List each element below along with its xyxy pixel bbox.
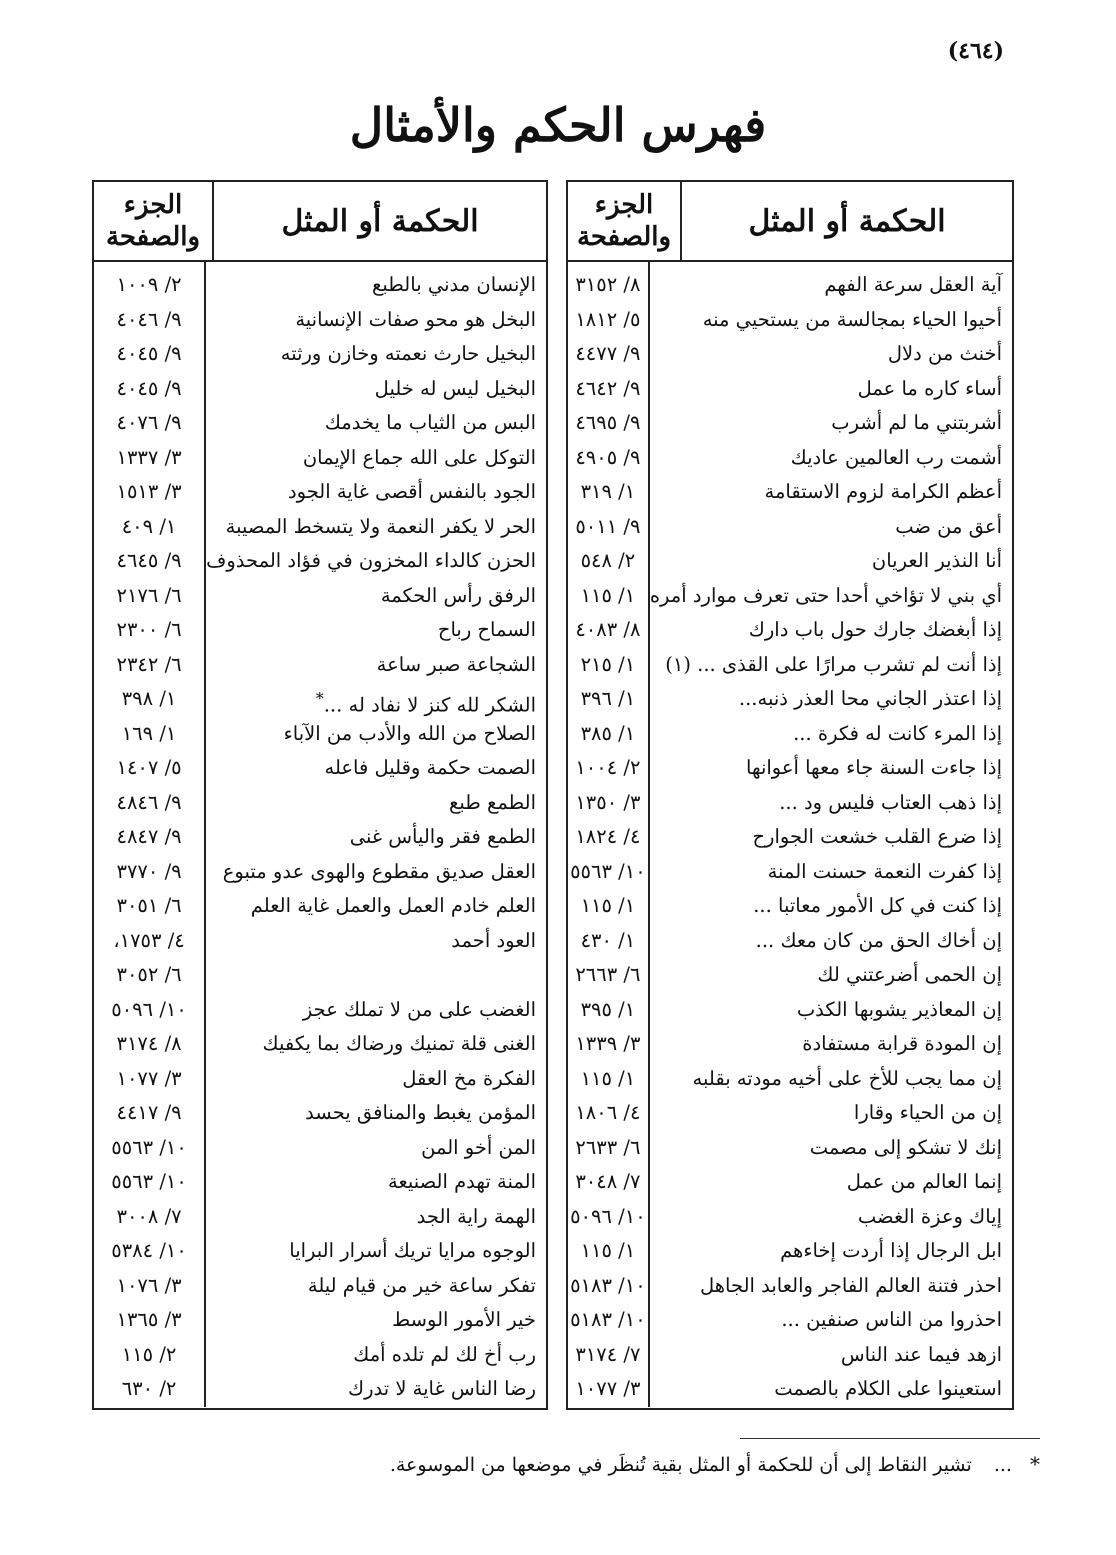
- proverb-entry: [650, 441, 1012, 476]
- proverb-entry: [650, 889, 1012, 924]
- volume-page-reference: ١/ ١٦٩: [121, 721, 177, 745]
- volume-page-reference: ٩/ ٤٨٤٧: [116, 825, 182, 848]
- volume-page-reference: ٦/ ٣٠٥٢: [116, 963, 182, 986]
- volume-page-reference: ١/ ١١٥: [580, 1066, 636, 1090]
- proverb-entry: [650, 1234, 1012, 1269]
- proverb-entry: [206, 1131, 546, 1166]
- proverb-entry: [206, 1062, 546, 1097]
- proverb-text: رضا الناس غاية لا تدرك: [348, 1377, 536, 1400]
- proverb-text: إن مما يجب للأخ على أخيه مودته بقلبه: [692, 1066, 1002, 1090]
- proverb-entry: [206, 993, 546, 1028]
- proverb-text: التوكل على الله جماع الإيمان: [302, 445, 536, 469]
- volume-page-reference: ٣/ ١٣٥٠: [575, 790, 641, 814]
- volume-page-reference: ٩/ ٤٠٤٥: [116, 342, 182, 365]
- proverb-entry: [206, 958, 546, 993]
- volume-page-reference: ٢/ ١١٥: [121, 1342, 177, 1366]
- proverb-entry: [206, 717, 546, 752]
- proverb-entry: [206, 441, 546, 476]
- proverb-entry: [206, 786, 546, 821]
- volume-page-reference: ١/ ٣٩٥: [580, 997, 636, 1021]
- volume-page-reference: ٨/ ٤٠٨٣: [575, 618, 641, 641]
- proverb-entry: [206, 337, 546, 372]
- volume-page-reference: ٣/ ١٣٦٥: [116, 1308, 182, 1331]
- volume-page-reference: ١/ ٤٠٩: [121, 514, 177, 538]
- table-body: [568, 262, 1012, 1407]
- proverb-entry: [650, 579, 1012, 614]
- page-title: فهرس الحكم والأمثال: [349, 98, 767, 152]
- volume-page-reference: ٣/ ١٣٣٧: [116, 445, 182, 469]
- proverb-text: الغضب على من لا تملك عجز: [302, 997, 536, 1021]
- proverb-text: الوجوه مرايا تريك أسرار البرايا: [289, 1239, 536, 1262]
- proverb-text: إنك لا تشكو إلى مصمت: [809, 1135, 1002, 1159]
- proverb-text: الصمت حكمة وقليل فاعله: [324, 756, 536, 779]
- proverb-text: آية العقل سرعة الفهم: [824, 273, 1002, 296]
- proverb-text: الغنى قلة تمنيك ورضاك بما يكفيك: [262, 1032, 536, 1055]
- header-wisdom-or-proverb: الحكمة أو المثل: [748, 203, 946, 239]
- proverb-text: استعينوا على الكلام بالصمت: [774, 1377, 1002, 1400]
- proverb-text: أي بني لا تؤاخي أحدا حتى تعرف موارد أمره: [649, 583, 1002, 607]
- proverb-entry: [650, 751, 1012, 786]
- proverb-text: البس من الثياب ما يخدمك: [324, 411, 536, 434]
- footnote: [390, 1452, 1040, 1476]
- volume-page-reference: ٣/ ١٠٧٧: [575, 1377, 641, 1400]
- volume-page-reference: ٥/ ١٤٠٧: [116, 756, 182, 779]
- proverb-text: إذا أبغضك جارك حول باب دارك: [748, 618, 1002, 641]
- footnote-marker: *: [315, 689, 324, 708]
- proverb-text: إن المعاذير يشوبها الكذب: [796, 997, 1002, 1021]
- proverb-text: احذر فتنة العالم الفاجر والعابد الجاهل: [700, 1273, 1002, 1297]
- page-number: (٤٦٤): [947, 38, 1004, 64]
- proverb-text: إنما العالم من عمل: [846, 1170, 1002, 1193]
- proverb-entry: [650, 1062, 1012, 1097]
- proverb-entry: [650, 510, 1012, 545]
- proverb-entry: [650, 475, 1012, 510]
- proverb-text: البخل هو محو صفات الإنسانية: [295, 307, 536, 331]
- table-body: [94, 262, 546, 1407]
- volume-page-reference: ٣/ ١٠٧٧: [116, 1066, 182, 1090]
- proverb-text: ابل الرجال إذا أردت إخاءهم: [780, 1239, 1002, 1262]
- proverb-entry: [650, 958, 1012, 993]
- proverb-text: الفكرة مخ العقل: [402, 1066, 536, 1090]
- proverb-entry: [650, 1027, 1012, 1062]
- proverb-text: الجود بالنفس أقصى غاية الجود: [287, 480, 536, 503]
- proverb-entry: [206, 579, 546, 614]
- volume-page-reference: ٩/ ٥٠١١: [575, 514, 641, 538]
- volume-page-reference: ٦/ ٢٣٤٢: [116, 652, 182, 676]
- proverb-text: الطمع فقر واليأس غنى: [349, 825, 536, 848]
- index-table-left: [92, 180, 548, 1410]
- volume-page-reference: ٢/ ١٠٠٤: [575, 756, 641, 779]
- proverb-text: الحر لا يكفر النعمة ولا يتسخط المصيبة: [225, 514, 536, 538]
- proverb-text: إذا ذهب العتاب فليس ود ...: [779, 790, 1002, 814]
- proverb-text: الطمع طبع: [449, 790, 536, 814]
- proverb-entry: [206, 1372, 546, 1407]
- proverb-entry: [650, 1131, 1012, 1166]
- proverb-entry: [206, 648, 546, 683]
- proverb-text: أشربتني ما لم أشرب: [831, 411, 1002, 434]
- volume-page-reference: ٩/ ٤٨٤٦: [116, 790, 182, 814]
- index-table-right: [566, 180, 1014, 1410]
- volume-page-reference: ٨/ ٣١٥٢: [575, 273, 641, 296]
- header-wisdom-or-proverb: الحكمة أو المثل: [281, 203, 479, 239]
- volume-page-reference: ٧/ ٣٠٠٨: [116, 1204, 182, 1228]
- proverb-text: الإنسان مدني بالطبع: [372, 273, 536, 296]
- column-proverbs: [206, 262, 546, 1407]
- proverb-entry: [650, 372, 1012, 407]
- volume-page-reference: ٩/ ٤٤١٧: [116, 1101, 182, 1124]
- proverb-text: الرفق رأس الحكمة: [380, 583, 536, 607]
- volume-page-reference: ٣/ ١٥١٣: [116, 480, 182, 503]
- volume-page-reference: ٢/ ٦٣٠: [121, 1377, 177, 1400]
- proverb-entry: [206, 682, 546, 717]
- table-header: [568, 182, 1012, 262]
- proverb-text: احذروا من الناس صنفين ...: [781, 1308, 1002, 1331]
- proverb-text: إن أخاك الحق من كان معك ...: [755, 928, 1002, 952]
- proverb-text: المنة تهدم الصنيعة: [388, 1170, 536, 1193]
- proverb-text: الهمة راية الجد: [416, 1204, 536, 1228]
- column-proverbs: [650, 262, 1012, 1407]
- proverb-entry: [650, 1269, 1012, 1304]
- footnote-text: تشير النقاط إلى أن للحكمة أو المثل بقية تُنظَر في موضعها من الموسوعة.: [389, 1454, 972, 1476]
- proverb-text: إياك وعزة الغضب: [857, 1204, 1002, 1228]
- proverb-text: المن أخو المن: [421, 1135, 536, 1159]
- proverb-text: الصلاح من الله والأدب من الآباء: [283, 721, 536, 745]
- volume-page-reference: ١٠/ ٥١٨٣: [570, 1308, 646, 1331]
- volume-page-reference: ٩/ ٣٧٧٠: [116, 859, 182, 883]
- proverb-entry: [206, 1269, 546, 1304]
- volume-page-reference: ١٠/ ٥٥٦٣: [111, 1170, 187, 1193]
- volume-page-reference: ١٠/ ٥٣٨٤: [111, 1239, 187, 1262]
- proverb-entry: [206, 475, 546, 510]
- volume-page-reference: ٦/ ٢٦٣٣: [575, 1135, 641, 1159]
- proverb-entry: [650, 1165, 1012, 1200]
- proverb-entry: [206, 613, 546, 648]
- proverb-entry: [206, 751, 546, 786]
- proverb-entry: [206, 303, 546, 338]
- proverb-text: أعظم الكرامة لزوم الاستقامة: [764, 480, 1002, 503]
- volume-page-reference: ١٠/ ٥٥٦٣: [570, 859, 646, 883]
- volume-page-reference: ٩/ ٤٦٤٢: [575, 376, 641, 400]
- proverb-entry: [206, 855, 546, 890]
- proverb-text: أخنث من دلال: [887, 342, 1002, 365]
- volume-page-reference: ١/ ٢١٥: [580, 652, 636, 676]
- proverb-text: خير الأمور الوسط: [392, 1308, 536, 1331]
- proverb-entry: [650, 717, 1012, 752]
- proverb-entry: [206, 510, 546, 545]
- proverb-entry: [650, 337, 1012, 372]
- volume-page-reference: ١/ ٣١٩: [580, 480, 636, 503]
- proverb-entry: [650, 924, 1012, 959]
- proverb-text: إذا اعتذر الجاني محا العذر ذنبه...: [738, 687, 1002, 710]
- proverb-entry: [650, 820, 1012, 855]
- proverb-text: إذا المرء كانت له فكرة ...: [793, 721, 1002, 745]
- volume-page-reference: ٤/ ١٨٢٤: [575, 825, 641, 848]
- proverb-entry: [650, 1200, 1012, 1235]
- volume-page-reference: ٦/ ٢١٧٦: [116, 583, 182, 607]
- proverb-text: أعق من ضب: [895, 514, 1002, 538]
- volume-page-reference: ٦/ ٢٦٦٣: [575, 963, 641, 986]
- proverb-text: العقل صديق مقطوع والهوى عدو متبوع: [222, 859, 536, 883]
- proverb-entry: [206, 372, 546, 407]
- footnote-divider: [740, 1438, 1040, 1439]
- proverb-text: المؤمن يغبط والمنافق يحسد: [305, 1101, 536, 1124]
- proverb-entry: [650, 786, 1012, 821]
- volume-page-reference: ٥/ ١٨١٢: [575, 307, 641, 331]
- header-volume-page: الجزء والصفحة: [568, 182, 682, 260]
- proverb-text: الشكر لله كنز لا نفاد له ...: [323, 693, 536, 717]
- volume-page-reference: ١/ ٣٩٦: [580, 687, 636, 710]
- proverb-entry: [650, 544, 1012, 579]
- proverb-text: الشجاعة صبر ساعة: [376, 652, 536, 676]
- volume-page-reference: ٧/ ٣١٧٤: [575, 1342, 641, 1366]
- volume-page-reference: ١٠/ ٥٥٦٣: [111, 1135, 187, 1159]
- proverb-entry: [206, 1338, 546, 1373]
- volume-page-reference: ٩/ ٤٦٩٥: [575, 411, 641, 434]
- proverb-text: العود أحمد: [451, 928, 536, 952]
- footnote-dots: ...: [993, 1454, 1012, 1476]
- volume-page-reference: ٦/ ٣٠٥١: [116, 894, 182, 917]
- proverb-text: إذا كفرت النعمة حسنت المنة: [767, 859, 1002, 883]
- proverb-text: ازهد فيما عند الناس: [840, 1342, 1002, 1366]
- volume-page-reference: ٩/ ٤٠٤٦: [116, 307, 182, 331]
- proverb-entry: [650, 682, 1012, 717]
- proverb-text: إذا ضرع القلب خشعت الجوارح: [752, 825, 1002, 848]
- proverb-entry: [650, 1338, 1012, 1373]
- column-references: [568, 262, 650, 1407]
- proverb-entry: [206, 1096, 546, 1131]
- proverb-entry: [650, 303, 1012, 338]
- proverb-text: إذا جاءت السنة جاء معها أعوانها: [746, 756, 1002, 779]
- proverb-entry: [206, 889, 546, 924]
- proverb-entry: [206, 820, 546, 855]
- volume-page-reference: ٦/ ٢٣٠٠: [116, 618, 182, 641]
- volume-page-reference: ١٠/ ٥٠٩٦: [111, 997, 187, 1021]
- volume-page-reference: ٣/ ١٣٣٩: [575, 1032, 641, 1055]
- proverb-text: إن من الحياء وقارا: [853, 1101, 1002, 1124]
- volume-page-reference: ٢/ ٥٤٨: [580, 549, 636, 572]
- header-volume-page: الجزء والصفحة: [94, 182, 214, 260]
- proverb-text: أحيوا الحياء بمجالسة من يستحيي منه: [702, 307, 1002, 331]
- proverb-entry: [206, 924, 546, 959]
- proverb-entry: [650, 648, 1012, 683]
- column-references: [94, 262, 206, 1407]
- proverb-text: الحزن كالداء المخزون في فؤاد المحذوف: [206, 549, 536, 572]
- proverb-text: أشمت رب العالمين عاديك: [790, 445, 1002, 469]
- proverb-text: البخيل حارث نعمته وخازن ورثته: [280, 342, 536, 365]
- proverb-text: أساء كاره ما عمل: [857, 376, 1002, 400]
- volume-page-reference: ٢/ ١٠٠٩: [116, 273, 182, 296]
- volume-page-reference: ٨/ ٣١٧٤: [116, 1032, 182, 1055]
- proverb-text: إذا كنت في كل الأمور معاتبا ...: [753, 894, 1002, 917]
- footnote-star: *: [1030, 1452, 1040, 1476]
- proverb-entry: [650, 613, 1012, 648]
- volume-page-reference: ١٠/ ٥١٨٣: [570, 1273, 646, 1297]
- proverb-entry: [206, 1165, 546, 1200]
- table-header: [94, 182, 546, 262]
- volume-page-reference: ٣/ ١٠٧٦: [116, 1273, 182, 1297]
- proverb-entry: [650, 855, 1012, 890]
- volume-page-reference: ٩/ ٤٦٤٥: [116, 549, 182, 572]
- volume-page-reference: ٤/ ١٨٠٦: [575, 1101, 641, 1124]
- proverb-entry: [206, 544, 546, 579]
- proverb-entry: [206, 268, 546, 303]
- volume-page-reference: ١٠/ ٥٠٩٦: [570, 1204, 646, 1228]
- proverb-text: البخيل ليس له خليل: [374, 376, 536, 400]
- proverb-entry: [206, 1303, 546, 1338]
- proverb-text: العلم خادم العمل والعمل غاية العلم: [250, 894, 536, 917]
- proverb-entry: [650, 1372, 1012, 1407]
- proverb-text: رب أخ لك لم تلده أمك: [353, 1342, 536, 1366]
- volume-page-reference: ١/ ٤٣٠: [580, 928, 636, 952]
- proverb-entry: [650, 1096, 1012, 1131]
- volume-page-reference: ١/ ١١٥: [580, 1239, 636, 1262]
- proverb-entry: [650, 406, 1012, 441]
- proverb-text: السماح رباح: [437, 618, 536, 641]
- volume-page-reference: ١/ ٣٨٥: [580, 721, 636, 745]
- proverb-text: إن المودة قرابة مستفادة: [802, 1032, 1002, 1055]
- proverb-entry: [206, 1234, 546, 1269]
- proverb-entry: [206, 406, 546, 441]
- volume-page-reference: ٩/ ٤٤٧٧: [575, 342, 641, 365]
- proverb-entry: [650, 993, 1012, 1028]
- volume-page-reference: ٧/ ٣٠٤٨: [575, 1170, 641, 1193]
- proverb-entry: [206, 1200, 546, 1235]
- volume-page-reference: ١/ ١١٥: [580, 894, 636, 917]
- proverb-text: تفكر ساعة خير من قيام ليلة: [307, 1273, 536, 1297]
- volume-page-reference: ٩/ ٤٠٤٥: [116, 376, 182, 400]
- proverb-entry: [206, 1027, 546, 1062]
- proverb-entry: [650, 1303, 1012, 1338]
- proverb-text: أنا النذير العريان: [871, 549, 1002, 572]
- proverb-text: إذا أنت لم تشرب مرارًا على القذى ... (١): [665, 652, 1002, 676]
- proverb-text: إن الحمى أضرعتني لك: [817, 963, 1002, 986]
- volume-page-reference: ١/ ١١٥: [580, 583, 636, 607]
- volume-page-reference: ١/ ٣٩٨: [121, 687, 177, 710]
- volume-page-reference: ٩/ ٤٠٧٦: [116, 411, 182, 434]
- volume-page-reference: ٩/ ٤٩٠٥: [575, 445, 641, 469]
- volume-page-reference: ٤/ ١٧٥٣،: [113, 928, 185, 952]
- proverb-entry: [650, 268, 1012, 303]
